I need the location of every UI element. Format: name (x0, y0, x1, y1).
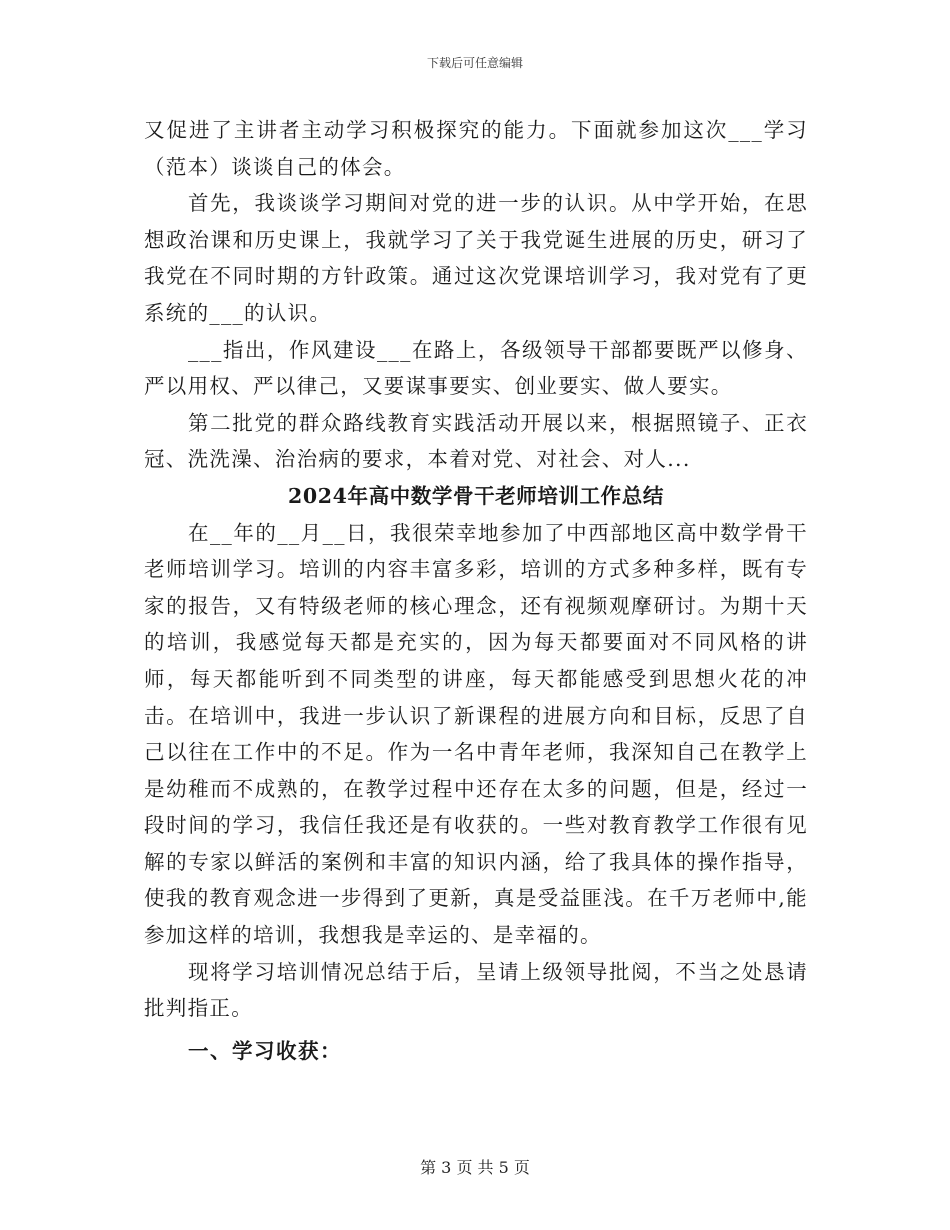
paragraph: 第二批党的群众路线教育实践活动开展以来，根据照镜子、正衣冠、洗洗澡、治治病的要求，本着对党、对社会、对人... (144, 410, 808, 472)
paragraph-continuation: 又促进了主讲者主动学习积极探究的能力。下面就参加这次___学习（范本）谈谈自己的体会。 (144, 118, 808, 179)
document-title: 2024年高中数学骨干老师培训工作总结 (288, 483, 664, 508)
paragraph: ___指出，作风建设___在路上，各级领导干部都要既严以修身、严以用权、严以律己，又要谋事要实、创业要实、做人要实。 (144, 337, 808, 399)
paragraph: 在__年的__月__日，我很荣幸地参加了中西部地区高中数学骨干老师培训学习。培训的内容丰富多彩，培训的方式多种多样，既有专家的报告，又有特级老师的核心理念，还有视频观摩研讨。为期十天的培训，我感觉每天都是充实的，因为每天都要面对不同风格的讲师，每天都能听到不同类型的讲座，每天都能感受到思想火花的冲击。在培训中，我进一步认识了新课程的进展方向和目标，反思了自己以往在工作中的不足。作为一名中青年老师，我深知自己在教学上是幼稚而不成熟的，在教学过程中还存在太多的问题，但是，经过一段时间的学习，我信任我还是有收获的。一些对教育教学工作很有见解的专家以鲜活的案例和丰富的知识内涵，给了我具体的操作指导，使我的教育观念进一步得到了更新，真是受益匪浅。在千万老师中,能参加这样的培训，我想我是幸运的、是幸福的。 (144, 520, 808, 948)
document-body (144, 112, 808, 1069)
paragraph: 首先，我谈谈学习期间对党的进一步的认识。从中学开始，在思想政治课和历史课上，我就学习了关于我党诞生进展的历史，研习了我党在不同时期的方针政策。通过这次党课培训学习，我对党有了更系统的___的认识。 (144, 191, 808, 325)
paragraph: 现将学习培训情况总结于后，呈请上级领导批阅，不当之处恳请批判指正。 (144, 959, 808, 1021)
page-number: 第 3 页 共 5 页 (420, 1158, 530, 1177)
section-heading: 一、学习收获： (188, 1038, 342, 1063)
header-note: 下载后可任意编辑 (426, 56, 523, 70)
